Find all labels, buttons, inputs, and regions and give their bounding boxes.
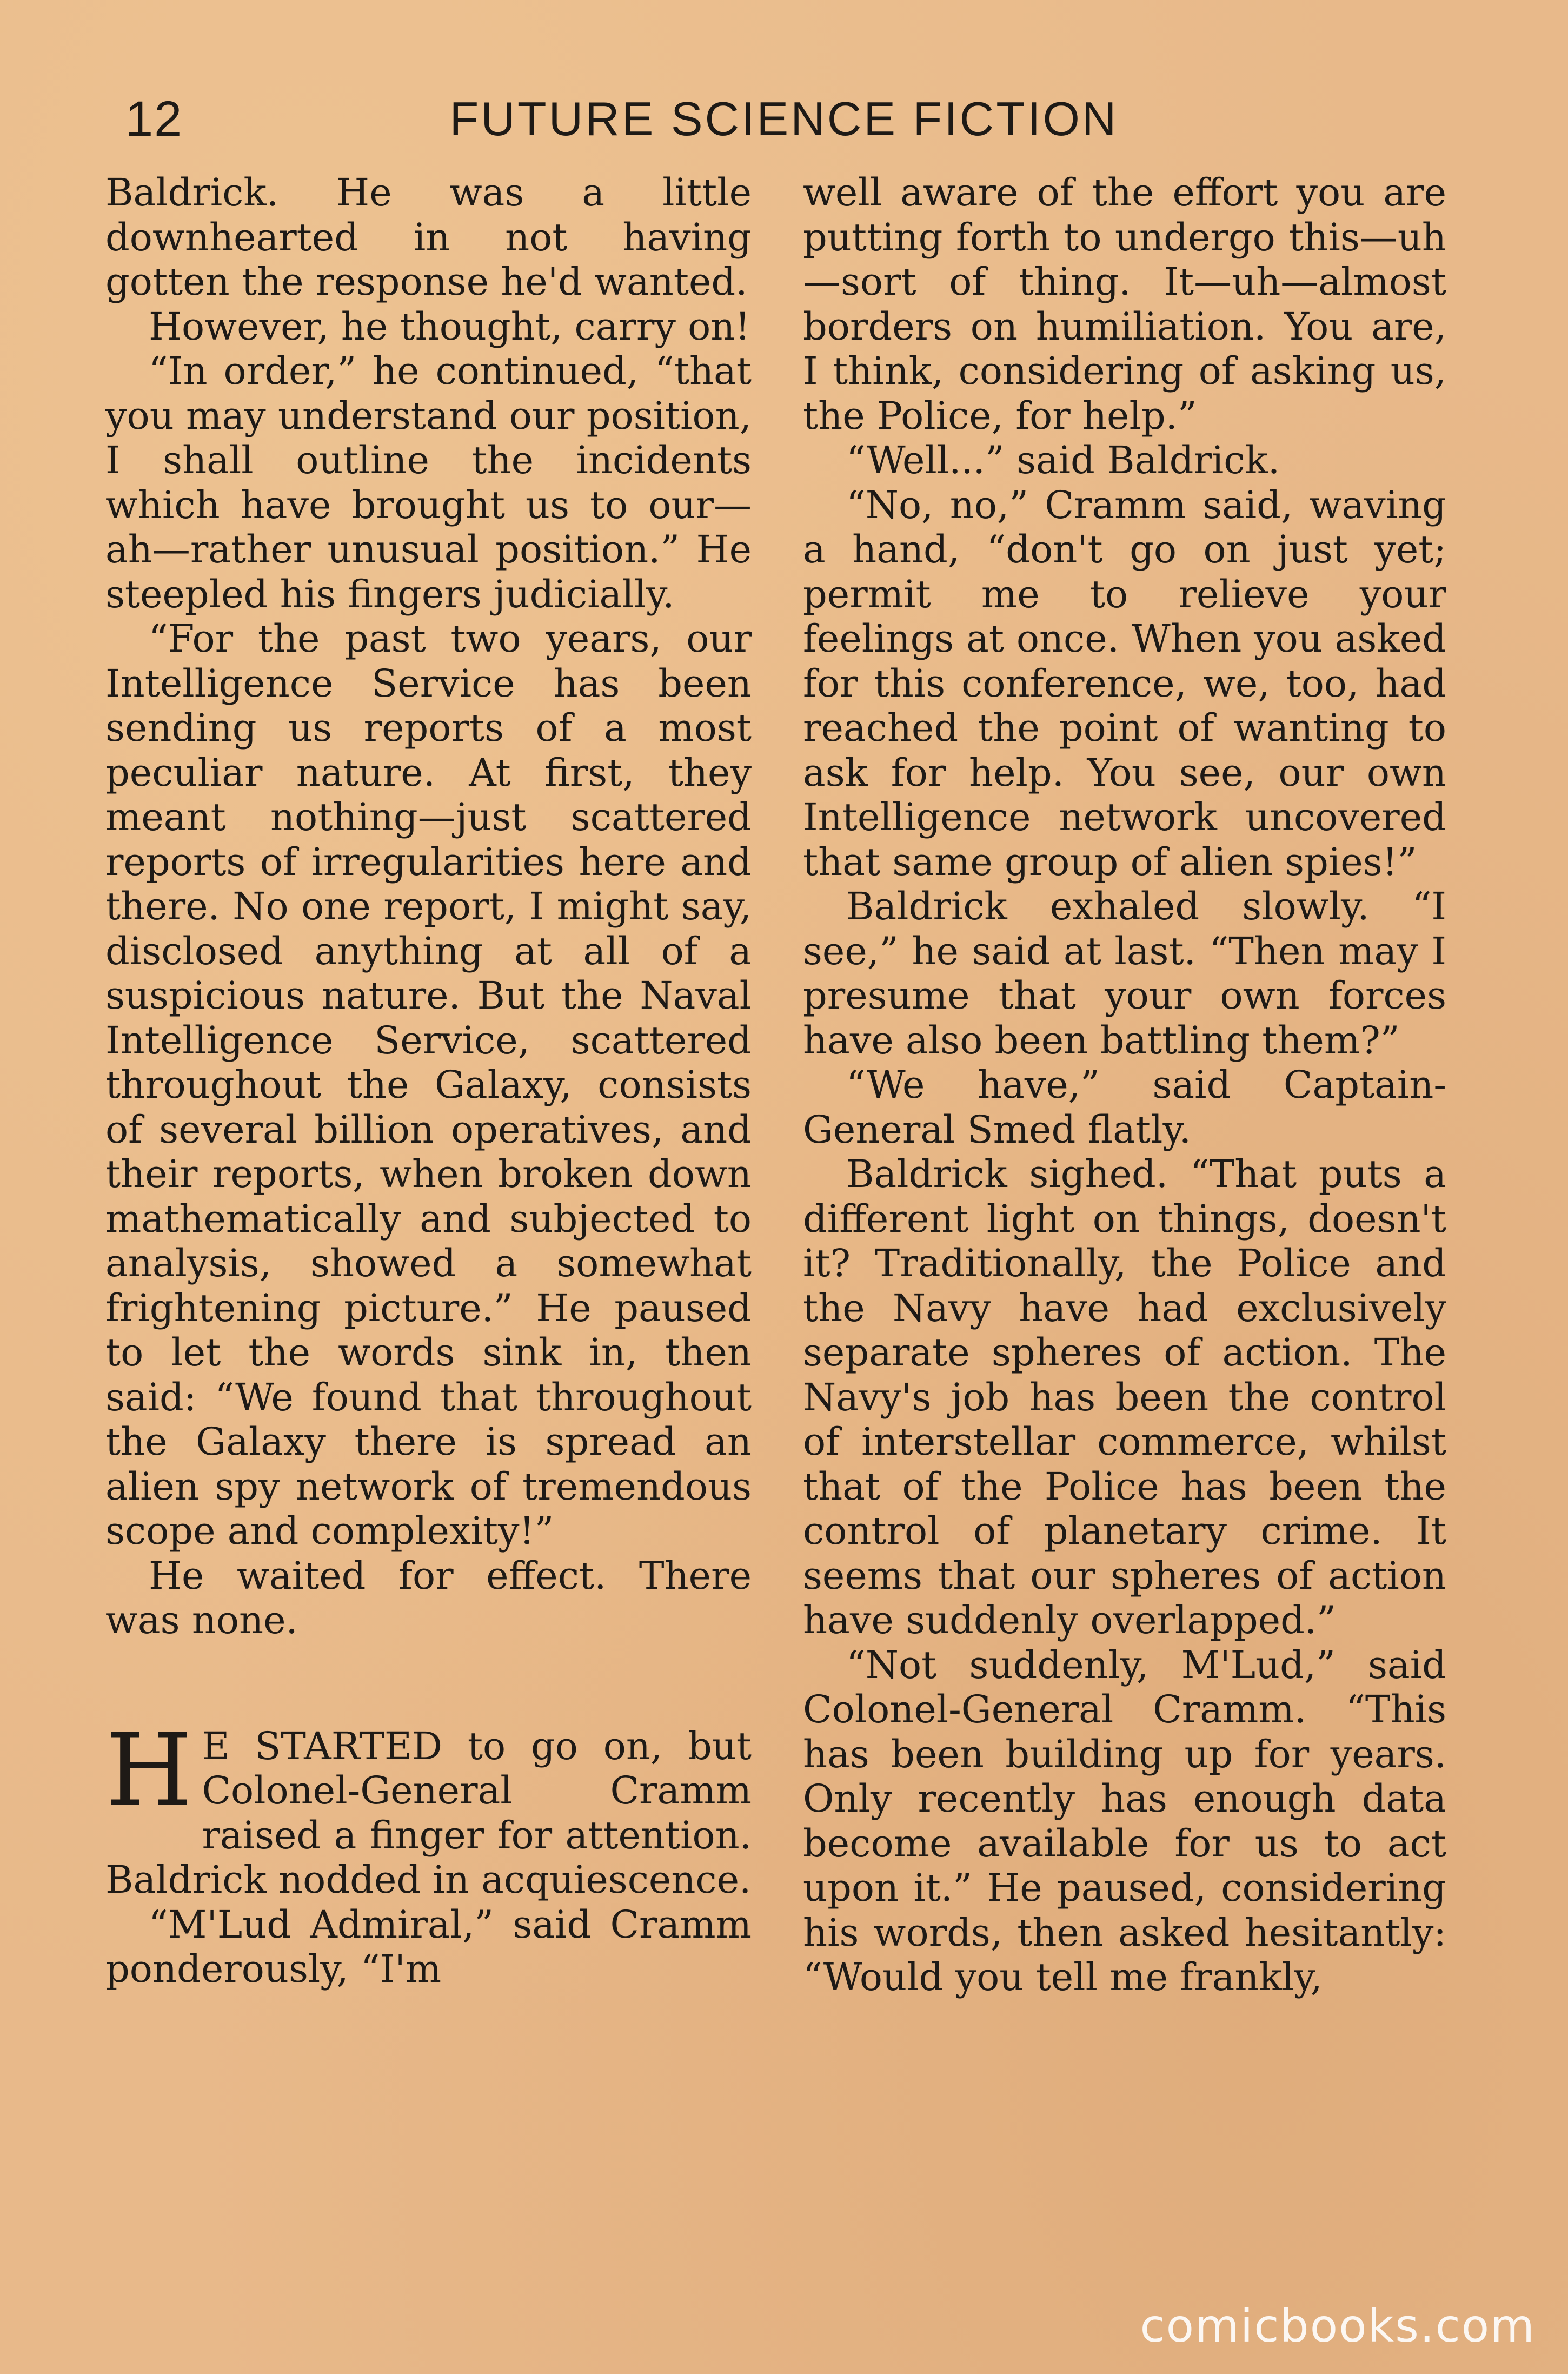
paragraph-with-drop-cap [105,1712,752,1902]
paragraph-italic-thought [105,304,752,349]
paragraph: “Well...” said Baldrick. [846,438,1280,482]
page-number: 12 [125,91,183,147]
paragraph: “In order,” he continued, “that you may understand our position, I shall outline the incidents which have brought us to our—ah—rather unusual position.” He steepled his fingers judicially. [105,349,752,616]
paragraph: well aware of the effort you are putting forth to undergo this—uh—sort of thing. It—uh—almost borders on humiliation. You are, I think, considering of asking us, the Police, for help.” [803,170,1446,438]
drop-cap: H [105,1712,192,1828]
paragraph: “We have,” said Captain-General Smed flatly. [803,1063,1446,1152]
paragraph: “M'Lud Admiral,” said Cramm ponderously, “I'm [105,1902,752,1991]
paragraph: “For the past two years, our Intelligence Service has been sending us reports of a most peculiar nature. At first, they meant nothing—just scattered reports of irregularities here and there. No one report, I might say, disclosed anything at all of a suspicious nature. But the Naval Intelligence Service, scattered throughout the Galaxy, consists of several billion operatives, and their reports, when broken down mathematically and subjected to analysis, showed a somewhat frightening picture.” He paused to let the words sink in, then said: “We found that throughout the Galaxy there is spread an alien spy network of tremendous scope and complexity!” [105,616,752,1553]
left-column [105,170,752,1992]
section-break [105,1643,752,1724]
paragraph: He waited for effect. There was none. [105,1553,752,1642]
running-title: FUTURE SCIENCE FICTION [449,92,1119,145]
paragraph: “No, no,” Cramm said, waving a hand, “don't go on just yet; permit me to relieve your feelings at once. When you asked for this conference, we, too, had reached the point of wanting to ask for help. You see, our own Intelligence network uncovered that same group of alien spies!” [803,482,1446,884]
paragraph-text: E STARTED to go on, but Colonel-General Cramm raised a finger for attention. Baldrick nodded in acquiescence. [105,1723,752,1902]
paragraph: Baldrick sighed. “That puts a different light on things, doesn't it? Traditionally, the Police and the Navy have had exclusively separate spheres of action. The Navy's job has been the control of interstellar commerce, whilst that of the Police has been the control of planetary crime. It seems that our spheres of action have suddenly overlapped.” [803,1152,1446,1642]
paragraph: “Not suddenly, M'Lud,” said Colonel-General Cramm. “This has been building up for years. Only recently has enough data become available for us to act upon it.” He paused, considering his words, then asked hesitantly: “Would you tell me frankly, [803,1642,1446,1999]
watermark: comicbooks.com [1140,2299,1536,2352]
paragraph-text: However, he thought, carry on! [149,304,750,349]
paragraph: Baldrick. He was a little downhearted in not having gotten the response he'd wanted. [105,170,752,304]
paragraph: Baldrick exhaled slowly. “I see,” he said at last. “Then may I presume that your own forces have also been battling them?” [803,884,1446,1063]
page-header [0,81,1568,157]
right-column [803,170,1446,2000]
